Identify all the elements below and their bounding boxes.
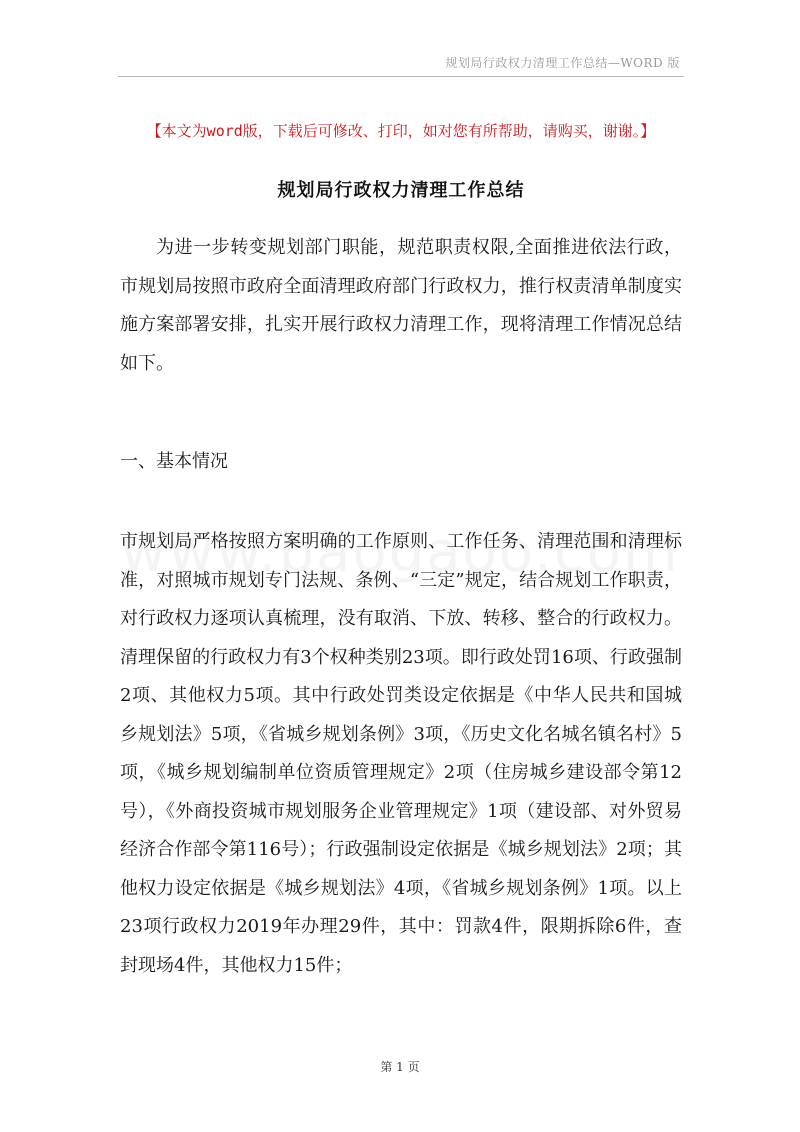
section-heading-basic-situation: 一、基本情况 bbox=[120, 451, 228, 472]
header-divider bbox=[118, 76, 684, 77]
basic-situation-paragraph: 市规划局严格按照方案明确的工作原则、工作任务、清理范围和清理标准，对照城市规划专门法规、条例、“三定”规定，结合规划工作职责，对行政权力逐项认真梳理，没有取消、下放、转移、整合的行政权力。清理保留的行政权力有3个权种类别23项。即行政处罚16项、行政强制2项、其他权力5项。其中行政处罚类设定依据是《中华人民共和国城乡规划法》5项，《省城乡规划条例》3项，《历史文化名城名镇名村》5项，《城乡规划编制单位资质管理规定》2项（住房城乡建设部令第12号），《外商投资城市规划服务企业管理规定》1项（建设部、对外贸易经济合作部令第116号）；行政强制设定依据是《城乡规划法》2项；其他权力设定依据是《城乡规划法》4项，《省城乡规划条例》1项。以上23项行政权力2019年办理29件，其中：罚款4件，限期拆除6件，查封现场4件，其他权力15件； bbox=[120, 531, 682, 976]
intro-paragraph: 为进一步转变规划部门职能，规范职责权限,全面推进依法行政，市规划局按照市政府全面清理政府部门行政权力，推行权责清单制度实施方案部署安排，扎实开展行政权力清理工作，现将清理工作情况总结如下。 bbox=[120, 237, 682, 374]
page-number: 第 1 页 bbox=[380, 1060, 420, 1074]
running-header: 规划局行政权力清理工作总结—WORD 版 bbox=[445, 56, 680, 70]
document-title: 规划局行政权力清理工作总结 bbox=[277, 180, 525, 201]
purchase-notice: 【本文为word版，下载后可修改、打印，如对您有所帮助，请购买，谢谢。】 bbox=[146, 122, 656, 140]
